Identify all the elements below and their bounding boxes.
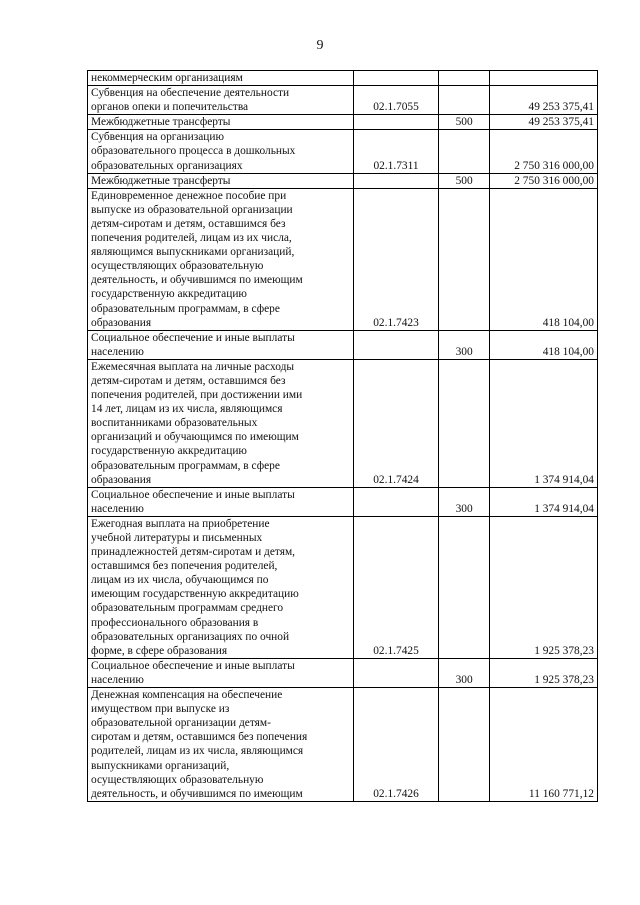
target-article-code-cell: 02.1.7423 (353, 188, 439, 330)
expense-type-cell (439, 130, 489, 173)
page-number: 9 (316, 38, 324, 53)
amount-cell: 418 104,00 (489, 188, 597, 330)
expense-name-cell: Ежемесячная выплата на личные расходы детям-сиротам и детям, оставшимся без попечения родителей, при достижении ими 14 лет, лицам из их числа, являющимся воспитанниками образовательных организаций и обучающимся по имеющим государственную аккредитацию образовательным программам, в сфере образования (88, 359, 354, 487)
table-row (88, 359, 598, 487)
expense-name-cell: Единовременное денежное пособие при выпуске из образовательной организации детям-сиротам и детям, оставшимся без попечения родителей, лицам из их числа, являющимся выпускниками организаций, осуществляющих образовательную деятельность, и обучившимся по имеющим государственную аккредитацию образовательным программам, в сфере образования (88, 188, 354, 330)
target-article-code-cell (353, 330, 439, 359)
amount-cell: 49 253 375,41 (489, 86, 597, 115)
amount-cell: 11 160 771,12 (489, 688, 597, 802)
target-article-code-cell: 02.1.7311 (353, 130, 439, 173)
expense-name-cell: Денежная компенсация на обеспечение имуществом при выпуске из образовательной организации детям- сиротам и детям, оставшимся без попечения родителей, лицам из их числа, являющимся выпускниками организаций, осуществляющих образовательную деятельность, и обучившимся по имеющим (88, 688, 354, 802)
table-row (88, 487, 598, 516)
budget-table-body (88, 71, 598, 802)
table-row (88, 188, 598, 330)
expense-name-cell: Субвенция на организацию образовательного процесса в дошкольных образовательных организациях (88, 130, 354, 173)
amount-cell: 1 374 914,04 (489, 359, 597, 487)
expense-name-cell: Субвенция на обеспечение деятельности органов опеки и попечительства (88, 86, 354, 115)
table-row (88, 71, 598, 86)
expense-name-cell: Межбюджетные трансферты (88, 115, 354, 130)
target-article-code-cell: 02.1.7425 (353, 516, 439, 658)
expense-type-cell (439, 688, 489, 802)
table-row (88, 688, 598, 802)
expense-type-cell (439, 359, 489, 487)
expense-type-cell (439, 188, 489, 330)
expense-type-cell (439, 516, 489, 658)
expense-name-cell: Социальное обеспечение и иные выплаты населению (88, 658, 354, 687)
amount-cell: 1 925 378,23 (489, 658, 597, 687)
budget-table (87, 70, 598, 802)
table-row (88, 173, 598, 188)
expense-type-cell: 300 (439, 658, 489, 687)
amount-cell: 1 925 378,23 (489, 516, 597, 658)
table-row (88, 658, 598, 687)
amount-cell: 49 253 375,41 (489, 115, 597, 130)
expense-name-cell: Ежегодная выплата на приобретение учебной литературы и письменных принадлежностей детям-сиротам и детям, оставшимся без попечения родителей, лицам из их числа, обучающимся по имеющим государственную аккредитацию образовательным программам среднего профессионального образования в образовательных организациях по очной форме, в сфере образования (88, 516, 354, 658)
target-article-code-cell (353, 173, 439, 188)
target-article-code-cell: 02.1.7426 (353, 688, 439, 802)
amount-cell: 2 750 316 000,00 (489, 130, 597, 173)
amount-cell (489, 71, 597, 86)
expense-name-cell: Социальное обеспечение и иные выплаты населению (88, 487, 354, 516)
table-row (88, 115, 598, 130)
table-row (88, 330, 598, 359)
expense-name-cell: Межбюджетные трансферты (88, 173, 354, 188)
target-article-code-cell (353, 71, 439, 86)
expense-type-cell: 500 (439, 115, 489, 130)
expense-type-cell: 500 (439, 173, 489, 188)
table-row (88, 130, 598, 173)
target-article-code-cell (353, 487, 439, 516)
expense-type-cell: 300 (439, 330, 489, 359)
table-row (88, 516, 598, 658)
target-article-code-cell: 02.1.7424 (353, 359, 439, 487)
target-article-code-cell (353, 115, 439, 130)
table-row (88, 86, 598, 115)
expense-name-cell: Социальное обеспечение и иные выплаты населению (88, 330, 354, 359)
expense-name-cell: некоммерческим организациям (88, 71, 354, 86)
expense-type-cell: 300 (439, 487, 489, 516)
expense-type-cell (439, 71, 489, 86)
target-article-code-cell: 02.1.7055 (353, 86, 439, 115)
target-article-code-cell (353, 658, 439, 687)
amount-cell: 1 374 914,04 (489, 487, 597, 516)
amount-cell: 418 104,00 (489, 330, 597, 359)
expense-type-cell (439, 86, 489, 115)
amount-cell: 2 750 316 000,00 (489, 173, 597, 188)
